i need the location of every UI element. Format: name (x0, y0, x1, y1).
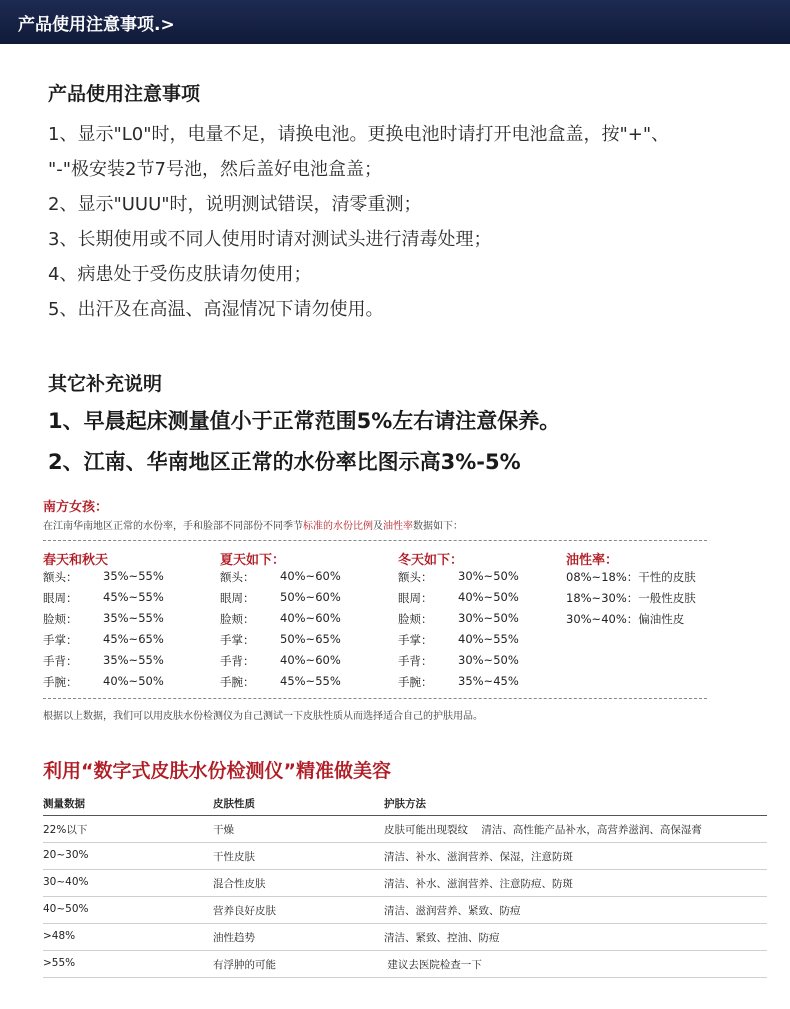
row-key: 眼周： (398, 591, 433, 605)
south-desc-text: 数据如下： (413, 521, 463, 532)
data-row (566, 590, 736, 611)
data-row (220, 590, 390, 611)
row-value: 50%~65% (280, 632, 341, 646)
row-value: 30%~50% (458, 611, 519, 625)
row-key: 手掌： (398, 633, 433, 647)
data-row (220, 653, 390, 674)
row-value: 30%~40%：偏油性皮 (566, 612, 685, 626)
divider (43, 698, 707, 699)
data-row (398, 653, 568, 674)
supplement-line: 1、早晨起床测量值小于正常范围5%左右请注意保养。 (48, 409, 561, 433)
south-desc-text: 在江南华南地区正常的水份率，手和脸部不同部份不同季节 (43, 521, 303, 532)
table-cell: 清洁、补水、滋润营养、注意防痘、防斑 (384, 878, 573, 890)
table-cell: 干燥 (213, 824, 234, 836)
table-cell: 清洁、紧致、控油、防痘 (384, 932, 500, 944)
row-value: 35%~55% (103, 653, 164, 667)
data-row (398, 611, 568, 632)
data-row (43, 632, 213, 653)
data-row (566, 569, 736, 590)
table-header-row (43, 793, 767, 816)
row-key: 手背： (220, 654, 255, 668)
row-key: 手腕： (43, 675, 78, 689)
notes-line: 3、长期使用或不同人使用时请对测试头进行清毒处理； (48, 229, 492, 250)
season-column-winter (398, 549, 568, 695)
data-row (43, 590, 213, 611)
column-title: 冬天如下： (398, 553, 464, 568)
row-key: 眼周： (43, 591, 78, 605)
table-cell: 20~30% (43, 849, 89, 861)
data-row (220, 569, 390, 590)
south-desc-highlight: 油性率 (383, 521, 413, 532)
row-value: 40%~55% (458, 632, 519, 646)
data-row (220, 611, 390, 632)
row-key: 脸颊： (220, 612, 255, 626)
header-bar (0, 0, 790, 44)
table-cell: 有浮肿的可能 (213, 959, 276, 971)
row-value: 40%~60% (280, 569, 341, 583)
data-row (43, 611, 213, 632)
notes-title: 产品使用注意事项 (48, 83, 201, 105)
row-value: 40%~50% (103, 674, 164, 688)
table-row (43, 816, 767, 843)
supplement-line: 2、江南、华南地区正常的水份率比图示高3%-5% (48, 450, 521, 474)
table-row (43, 924, 767, 951)
south-desc-text: 及 (373, 521, 383, 532)
data-row (43, 674, 213, 695)
south-desc (43, 517, 463, 532)
row-value: 45%~65% (103, 632, 164, 646)
table-cell: 清洁、补水、滋润营养、保湿，注意防斑 (384, 851, 573, 863)
table-cell: 皮肤可能出现裂纹 清洁、高性能产品补水，高营养滋润、高保湿膏 (384, 824, 702, 836)
row-key: 手掌： (43, 633, 78, 647)
notes-line: 1、显示"L0"时，电量不足，请换电池。更换电池时请打开电池盒盖，按"+"、 (48, 124, 670, 145)
row-value: 40%~60% (280, 611, 341, 625)
notes-line: 4、病患处于受伤皮肤请勿使用； (48, 264, 312, 285)
notes-line: "-"极安装2节7号池，然后盖好电池盒盖； (48, 159, 382, 180)
row-value: 45%~55% (103, 590, 164, 604)
skin-table (43, 793, 767, 978)
row-value: 18%~30%：一般性皮肤 (566, 591, 696, 605)
row-value: 45%~55% (280, 674, 341, 688)
row-value: 40%~60% (280, 653, 341, 667)
row-value: 35%~55% (103, 611, 164, 625)
data-row (398, 674, 568, 695)
table-cell: 混合性皮肤 (213, 878, 266, 890)
table-cell: >55% (43, 957, 76, 969)
data-row (43, 569, 213, 590)
table-cell: 干性皮肤 (213, 851, 255, 863)
row-key: 手腕： (220, 675, 255, 689)
table-cell: 清洁、滋润营养、紧致、防痘 (384, 905, 521, 917)
table-cell: >48% (43, 930, 76, 942)
table-row (43, 843, 767, 870)
row-key: 手腕： (398, 675, 433, 689)
row-value: 35%~45% (458, 674, 519, 688)
row-key: 眼周： (220, 591, 255, 605)
column-header: 护肤方法 (384, 798, 426, 810)
table-cell: 营养良好皮肤 (213, 905, 276, 917)
south-title: 南方女孩： (43, 500, 109, 515)
season-column-summer (220, 549, 390, 695)
row-key: 额头： (398, 570, 433, 584)
column-title: 夏天如下： (220, 553, 286, 568)
row-key: 手掌： (220, 633, 255, 647)
data-row (43, 653, 213, 674)
row-key: 额头： (43, 570, 78, 584)
divider (43, 540, 707, 541)
table-cell: 22%以下 (43, 824, 88, 836)
data-row (220, 632, 390, 653)
row-key: 脸颊： (43, 612, 78, 626)
notes-line: 2、显示"UUU"时，说明测试错误，清零重测； (48, 194, 422, 215)
table-row (43, 951, 767, 978)
row-key: 手背： (398, 654, 433, 668)
row-value: 35%~55% (103, 569, 164, 583)
table-cell: 30~40% (43, 876, 89, 888)
data-row (220, 674, 390, 695)
row-value: 50%~60% (280, 590, 341, 604)
notes-line: 5、出汗及在高温、高湿情况下请勿使用。 (48, 299, 384, 320)
row-value: 08%~18%：干性的皮肤 (566, 570, 696, 584)
column-title: 油性率： (566, 553, 619, 568)
table-row (43, 897, 767, 924)
supplement-title: 其它补充说明 (48, 373, 163, 395)
season-column-spring-autumn (43, 549, 213, 695)
data-row (398, 632, 568, 653)
row-key: 额头： (220, 570, 255, 584)
row-key: 脸颊： (398, 612, 433, 626)
row-key: 手背： (43, 654, 78, 668)
column-title: 春天和秋天 (43, 553, 109, 568)
header-title: 产品使用注意事项.> (18, 15, 175, 35)
data-row (566, 611, 736, 632)
row-value: 40%~50% (458, 590, 519, 604)
table-title: 利用“数字式皮肤水份检测仪”精准做美容 (43, 760, 391, 782)
table-cell: 油性趋势 (213, 932, 255, 944)
column-header: 皮肤性质 (213, 798, 255, 810)
table-cell: 40~50% (43, 903, 89, 915)
table-cell: 建议去医院检查一下 (384, 959, 482, 971)
data-row (398, 569, 568, 590)
data-row (398, 590, 568, 611)
row-value: 30%~50% (458, 569, 519, 583)
south-desc-highlight: 标准的水份比例 (303, 521, 373, 532)
row-value: 30%~50% (458, 653, 519, 667)
column-header: 测量数据 (43, 798, 85, 810)
south-note: 根据以上数据，我们可以用皮肤水份检测仪为自己测试一下皮肤性质从而选择适合自己的护肤用品。 (43, 711, 483, 722)
oil-rate-column (566, 549, 736, 632)
table-row (43, 870, 767, 897)
